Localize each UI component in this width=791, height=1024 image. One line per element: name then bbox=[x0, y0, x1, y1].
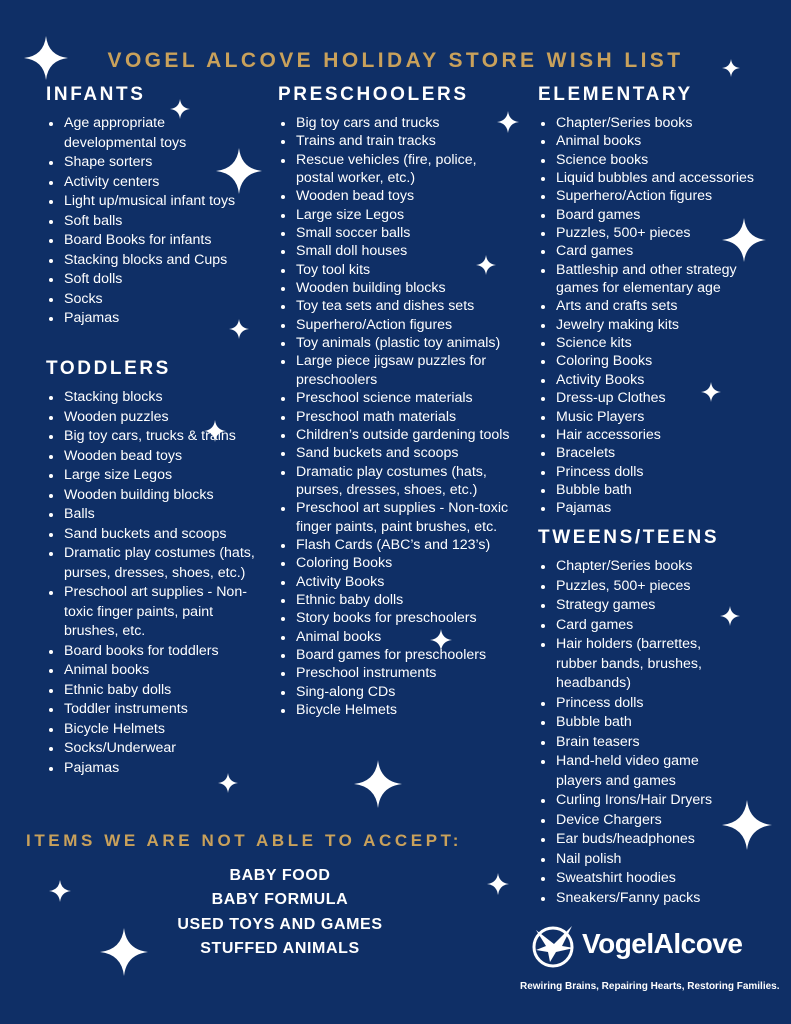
list-item: Superhero/Action figures bbox=[538, 187, 773, 205]
list-item: Animal books bbox=[46, 661, 261, 681]
logo-tagline: Rewiring Brains, Repairing Hearts, Restoring Families. bbox=[520, 981, 780, 992]
list-item: Puzzles, 500+ pieces bbox=[538, 577, 738, 597]
list-item: Curling Irons/Hair Dryers bbox=[538, 791, 738, 811]
list-item: Dramatic play costumes (hats, purses, dresses, shoes, etc.) bbox=[46, 544, 261, 583]
list-item: Rescue vehicles (fire, police, postal worker, etc.) bbox=[278, 151, 518, 188]
list-item: Bubble bath bbox=[538, 713, 738, 733]
list-item: Strategy games bbox=[538, 596, 738, 616]
list-item: Children’s outside gardening tools bbox=[278, 426, 518, 444]
list-item: Activity Books bbox=[538, 371, 773, 389]
list-item: Hand-held video game players and games bbox=[538, 752, 738, 791]
tweens-teens-list bbox=[538, 557, 738, 908]
sparkle-icon bbox=[354, 760, 402, 808]
list-item: Science books bbox=[538, 151, 773, 169]
not-accepted-item: BABY FORMULA bbox=[211, 891, 349, 909]
elementary-list bbox=[538, 114, 773, 518]
section-heading-infants: INFANTS bbox=[46, 84, 146, 105]
list-item: Small doll houses bbox=[278, 242, 518, 260]
list-item: Large size Legos bbox=[46, 466, 261, 486]
list-item: Animal books bbox=[538, 132, 773, 150]
list-item: Brain teasers bbox=[538, 733, 738, 753]
list-item: Princess dolls bbox=[538, 463, 773, 481]
page-title: VOGEL ALCOVE HOLIDAY STORE WISH LIST bbox=[107, 49, 684, 72]
list-item: Animal books bbox=[278, 628, 518, 646]
list-item: Sand buckets and scoops bbox=[278, 444, 518, 462]
list-item: Sand buckets and scoops bbox=[46, 525, 261, 545]
list-item: Science kits bbox=[538, 334, 773, 352]
list-item: Socks bbox=[46, 290, 236, 310]
infants-list bbox=[46, 114, 236, 329]
list-item: Device Chargers bbox=[538, 811, 738, 831]
list-item: Nail polish bbox=[538, 850, 738, 870]
sparkle-icon bbox=[49, 880, 71, 902]
list-item: Jewelry making kits bbox=[538, 316, 773, 334]
not-accepted-item: BABY FOOD bbox=[229, 867, 331, 884]
list-item: Board books for toddlers bbox=[46, 642, 261, 662]
not-accepted-item: USED TOYS AND GAMES bbox=[177, 915, 383, 933]
list-item: Hair accessories bbox=[538, 426, 773, 444]
section-heading-preschoolers: PRESCHOOLERS bbox=[278, 84, 469, 105]
list-item: Bubble bath bbox=[538, 481, 773, 499]
list-item: Board games for preschoolers bbox=[278, 646, 518, 664]
not-accepted-item: STUFFED ANIMALS bbox=[200, 940, 360, 958]
list-item: Board games bbox=[538, 206, 773, 224]
list-item: Bracelets bbox=[538, 444, 773, 462]
list-item: Preschool art supplies - Non-toxic finger paints, paint brushes, etc. bbox=[278, 499, 518, 536]
list-item: Dress-up Clothes bbox=[538, 389, 773, 407]
list-item: Large piece jigsaw puzzles for preschoolers bbox=[278, 352, 518, 389]
toddlers-list bbox=[46, 388, 261, 778]
list-item: Arts and crafts sets bbox=[538, 297, 773, 315]
list-item: Chapter/Series books bbox=[538, 114, 773, 132]
list-item: Trains and train tracks bbox=[278, 132, 518, 150]
list-item: Preschool math materials bbox=[278, 408, 518, 426]
list-item: Ethnic baby dolls bbox=[278, 591, 518, 609]
list-item: Ear buds/headphones bbox=[538, 830, 738, 850]
list-item: Coloring Books bbox=[538, 352, 773, 370]
list-item: Bicycle Helmets bbox=[46, 720, 261, 740]
list-item: Balls bbox=[46, 505, 261, 525]
list-item: Big toy cars and trucks bbox=[278, 114, 518, 132]
list-item: Toddler instruments bbox=[46, 700, 261, 720]
list-item: Princess dolls bbox=[538, 694, 738, 714]
sparkle-icon bbox=[100, 928, 148, 976]
vogel-alcove-logo bbox=[528, 922, 758, 967]
list-item: Big toy cars, trucks & trains bbox=[46, 427, 261, 447]
list-item: Age appropriate developmental toys bbox=[46, 114, 236, 153]
list-item: Preschool science materials bbox=[278, 389, 518, 407]
list-item: Ethnic baby dolls bbox=[46, 681, 261, 701]
list-item: Wooden puzzles bbox=[46, 408, 261, 428]
list-item: Wooden building blocks bbox=[278, 279, 518, 297]
list-item: Soft balls bbox=[46, 212, 236, 232]
list-item: Stacking blocks and Cups bbox=[46, 251, 236, 271]
sparkle-icon bbox=[487, 873, 509, 895]
list-item: Liquid bubbles and accessories bbox=[538, 169, 773, 187]
list-item: Dramatic play costumes (hats, purses, dresses, shoes, etc.) bbox=[278, 463, 518, 500]
list-item: Toy tea sets and dishes sets bbox=[278, 297, 518, 315]
preschoolers-list bbox=[278, 114, 518, 719]
list-item: Pajamas bbox=[538, 499, 773, 517]
list-item: Bicycle Helmets bbox=[278, 701, 518, 719]
section-heading-toddlers: TODDLERS bbox=[46, 358, 171, 379]
list-item: Soft dolls bbox=[46, 270, 236, 290]
list-item: Sing-along CDs bbox=[278, 683, 518, 701]
list-item: Toy tool kits bbox=[278, 261, 518, 279]
logo-wordmark: VogelAlcove bbox=[582, 928, 743, 959]
list-item: Activity centers bbox=[46, 173, 236, 193]
list-item: Music Players bbox=[538, 408, 773, 426]
list-item: Socks/Underwear bbox=[46, 739, 261, 759]
list-item: Toy animals (plastic toy animals) bbox=[278, 334, 518, 352]
not-accepted-heading: ITEMS WE ARE NOT ABLE TO ACCEPT: bbox=[26, 831, 462, 850]
list-item: Small soccer balls bbox=[278, 224, 518, 242]
list-item: Board Books for infants bbox=[46, 231, 236, 251]
list-item: Preschool instruments bbox=[278, 664, 518, 682]
list-item: Puzzles, 500+ pieces bbox=[538, 224, 773, 242]
section-heading-tweens-teens: TWEENS/TEENS bbox=[538, 527, 720, 548]
list-item: Shape sorters bbox=[46, 153, 236, 173]
not-accepted-list bbox=[150, 864, 410, 962]
list-item: Light up/musical infant toys bbox=[46, 192, 236, 212]
list-item: Coloring Books bbox=[278, 554, 518, 572]
list-item: Large size Legos bbox=[278, 206, 518, 224]
list-item: Preschool art supplies - Non-toxic finger paints, paint brushes, etc. bbox=[46, 583, 261, 642]
list-item: Battleship and other strategy games for elementary age bbox=[538, 261, 773, 298]
list-item: Flash Cards (ABC’s and 123’s) bbox=[278, 536, 518, 554]
section-heading-elementary: ELEMENTARY bbox=[538, 84, 693, 105]
list-item: Card games bbox=[538, 616, 738, 636]
list-item: Stacking blocks bbox=[46, 388, 261, 408]
list-item: Story books for preschoolers bbox=[278, 609, 518, 627]
list-item: Pajamas bbox=[46, 309, 236, 329]
bird-logo-icon bbox=[528, 922, 578, 968]
list-item: Sweatshirt hoodies bbox=[538, 869, 738, 889]
list-item: Wooden bead toys bbox=[46, 447, 261, 467]
list-item: Pajamas bbox=[46, 759, 261, 779]
list-item: Hair holders (barrettes, rubber bands, brushes, headbands) bbox=[538, 635, 738, 694]
list-item: Wooden building blocks bbox=[46, 486, 261, 506]
list-item: Activity Books bbox=[278, 573, 518, 591]
list-item: Wooden bead toys bbox=[278, 187, 518, 205]
list-item: Sneakers/Fanny packs bbox=[538, 889, 738, 909]
list-item: Superhero/Action figures bbox=[278, 316, 518, 334]
list-item: Chapter/Series books bbox=[538, 557, 738, 577]
list-item: Card games bbox=[538, 242, 773, 260]
